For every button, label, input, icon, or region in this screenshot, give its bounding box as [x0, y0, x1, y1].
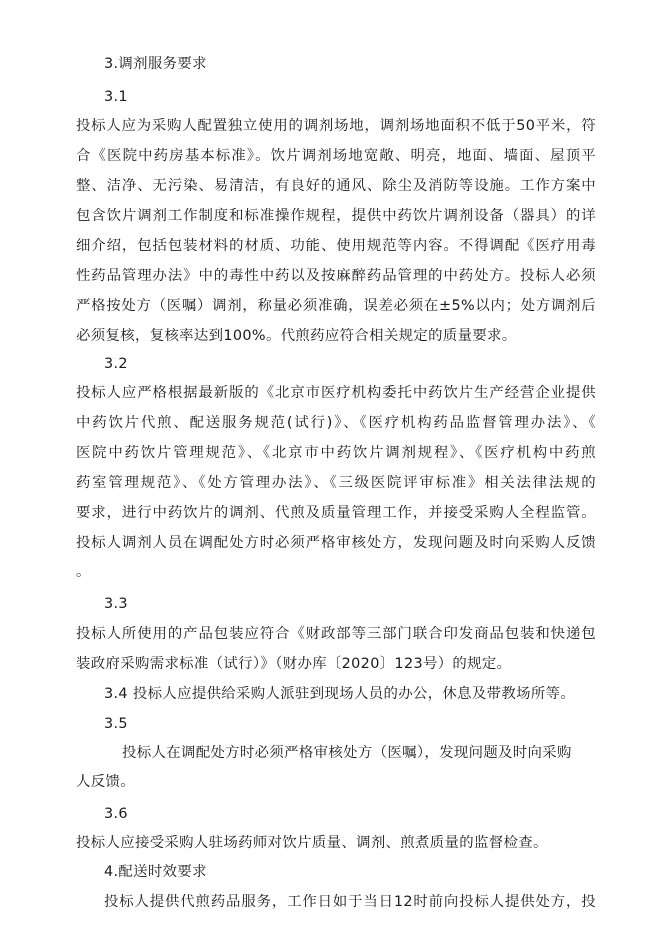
paragraph-line: 投标人提供代煎药品服务，工作日如于当日12时前向投标人提供处方，投 [104, 894, 596, 910]
paragraph-line: 整、洁净、无污染、易清洁，有良好的通风、除尘及消防等设施。工作方案中 [76, 178, 596, 194]
section-number-3-2: 3.2 [104, 356, 128, 372]
paragraph-line: 严格按处方（医嘱）调剂，称量必须准确，误差必须在±5%以内；处方调剂后 [76, 298, 596, 314]
paragraph-line: 细介绍，包括包装材料的材质、功能、使用规范等内容。不得调配《医疗用毒 [76, 238, 596, 254]
paragraph-line: 。 [76, 564, 91, 580]
paragraph-line: 投标人应为采购人配置独立使用的调剂场地，调剂场地面积不低于50平米，符 [76, 118, 596, 134]
section-3-4: 3.4 投标人应提供给采购人派驻到现场人员的办公，休息及带教场所等。 [104, 686, 576, 702]
paragraph-line: 中药饮片代煎、配送服务规范(试行)》、《医疗机构药品监督管理办法》、《 [76, 415, 596, 431]
paragraph-line: 投标人应接受采购人驻场药师对饮片质量、调剂、煎煮质量的监督检查。 [76, 835, 548, 851]
section-heading-3: 3.调剂服务要求 [104, 56, 207, 72]
paragraph-line: 医院中药饮片管理规范》、《北京市中药饮片调剂规程》、《医疗机构中药煎 [76, 445, 596, 461]
section-number-3-3: 3.3 [104, 596, 128, 612]
paragraph-line: 药室管理规范》、《处方管理办法》、《三级医院评审标准》相关法律法规的 [76, 475, 596, 491]
paragraph-line: 必须复核，复核率达到100%。代煎药应符合相关规定的质量要求。 [76, 328, 517, 344]
paragraph-line: 人反馈。 [76, 774, 135, 790]
paragraph-line: 投标人调剂人员在调配处方时必须严格审核处方，发现问题及时向采购人反馈 [76, 535, 596, 551]
paragraph-line: 要求，进行中药饮片的调剂、代煎及质量管理工作，并接受采购人全程监管。 [76, 505, 596, 521]
paragraph-line: 投标人在调配处方时必须严格审核处方（医嘱），发现问题及时向采购 [122, 745, 572, 761]
paragraph-line: 投标人应严格根据最新版的《北京市医疗机构委托中药饮片生产经营企业提供 [76, 385, 596, 401]
paragraph-line: 合《医院中药房基本标准》。饮片调剂场地宽敞、明亮，地面、墙面、屋顶平 [76, 148, 596, 164]
paragraph-line: 投标人所使用的产品包装应符合《财政部等三部门联合印发商品包装和快递包 [76, 626, 596, 642]
paragraph-line: 性药品管理办法》中的毒性中药以及按麻醉药品管理的中药处方。投标人必须 [76, 268, 596, 284]
section-number-3-5: 3.5 [104, 716, 128, 732]
section-heading-4: 4.配送时效要求 [104, 864, 207, 880]
paragraph-line: 包含饮片调剂工作制度和标准操作规程，提供中药饮片调剂设备（器具）的详 [76, 208, 596, 224]
section-number-3-6: 3.6 [104, 806, 128, 822]
section-number-3-1: 3.1 [104, 89, 128, 105]
paragraph-line: 装政府采购需求标准（试行）》（财办库〔2020〕123号）的规定。 [76, 656, 512, 672]
